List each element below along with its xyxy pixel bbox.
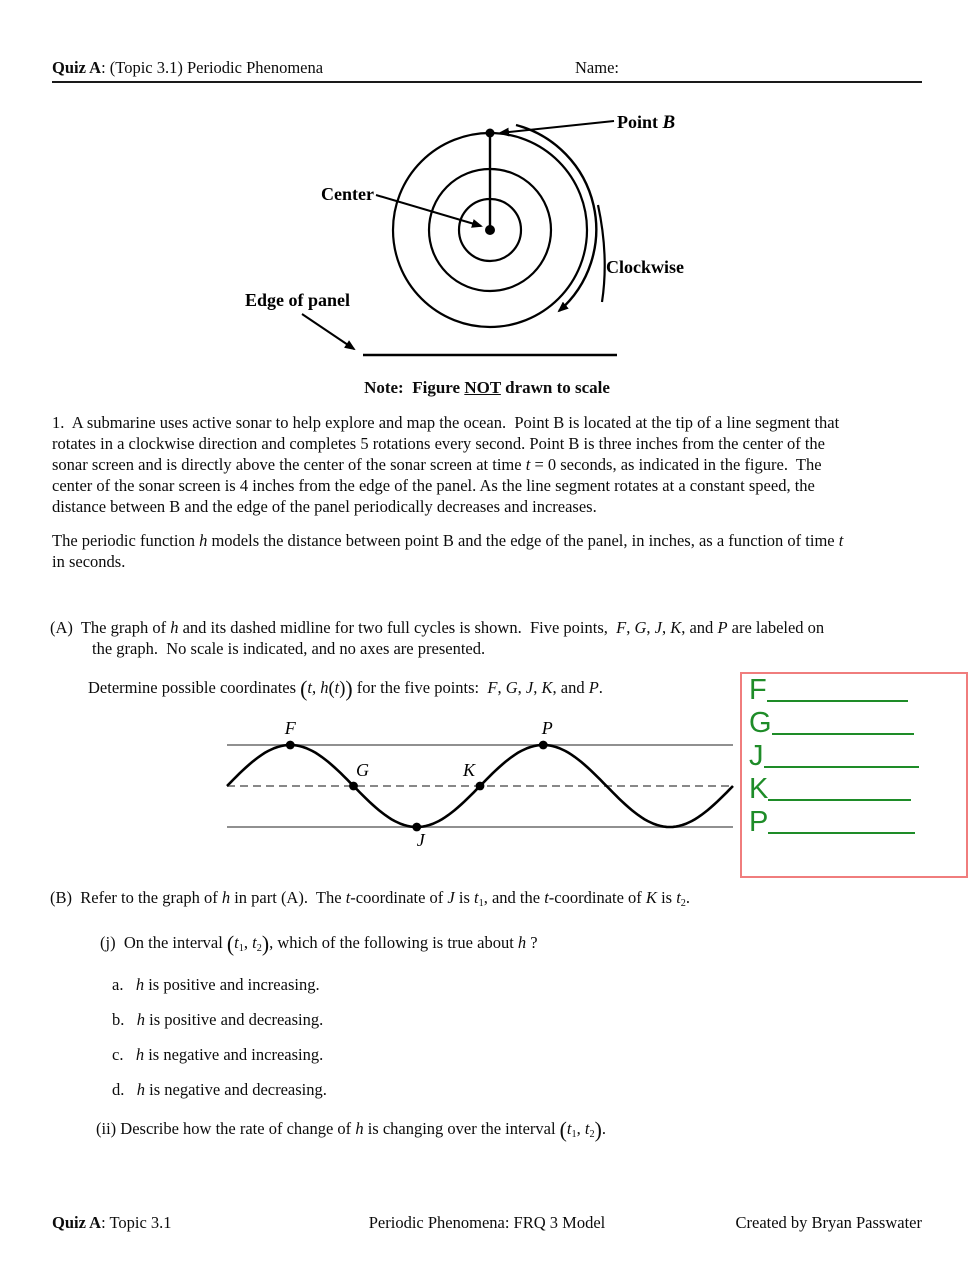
text-line: distance between B and the edge of the panel periodically decreases and increases. bbox=[52, 497, 597, 516]
answer-letter-j: J bbox=[749, 740, 764, 772]
graph-point-label-g: G bbox=[356, 760, 369, 780]
choice-a[interactable]: a. h is positive and increasing. bbox=[112, 975, 320, 994]
determine-instruction: Determine possible coordinates (t, h(t)) for the five points: F, G, J, K, and P. bbox=[88, 677, 603, 702]
figure-note: Note: Figure NOT drawn to scale bbox=[364, 378, 610, 397]
graph-point-label-j: J bbox=[416, 830, 425, 850]
answer-box bbox=[740, 672, 968, 878]
footer-quiz-label: Quiz A bbox=[52, 1213, 102, 1232]
footer-left bbox=[52, 1213, 172, 1233]
part-a-line-1: (A) The graph of h and its dashed midline for two full cycles is shown. Five points, F, G, J, K, and P are labeled on bbox=[50, 618, 825, 637]
graph-point-dot-g bbox=[349, 782, 358, 791]
quiz-topic: : (Topic 3.1) Periodic Phenomena bbox=[101, 58, 324, 77]
text-line: 1. A submarine uses active sonar to help explore and map the ocean. Point B is located at the tip of a line segment that bbox=[52, 413, 840, 432]
answer-row-f bbox=[742, 674, 966, 707]
part-b-intro: (B) Refer to the graph of h in part (A). The t-coordinate of J is t1, and the t-coordinate of K is t2. bbox=[50, 888, 691, 910]
graph-point-label-p: P bbox=[541, 718, 553, 738]
problem-statement bbox=[52, 412, 839, 517]
name-label: Name: bbox=[575, 58, 619, 77]
part-a-line-2: the graph. No scale is indicated, and no axes are presented. bbox=[92, 639, 486, 658]
answer-row-p bbox=[742, 806, 966, 839]
clockwise-arc-2 bbox=[598, 205, 605, 302]
text-line: sonar screen and is directly above the center of the sonar screen at time t = 0 seconds, as indicated in the figure. The bbox=[52, 455, 822, 474]
answer-letter-p: P bbox=[749, 806, 769, 838]
graph-point-label-f: F bbox=[284, 718, 296, 738]
h-graph bbox=[220, 715, 740, 860]
choice-c[interactable]: c. h is negative and increasing. bbox=[112, 1045, 324, 1064]
part-a-text bbox=[50, 617, 824, 659]
text-line: in seconds. bbox=[52, 552, 126, 571]
graph-point-dot-f bbox=[286, 741, 295, 750]
center-dot bbox=[485, 225, 495, 235]
edge-of-panel-arrow bbox=[302, 314, 354, 349]
edge-of-panel-label: Edge of panel bbox=[245, 290, 351, 310]
answer-letter-k: K bbox=[749, 773, 769, 805]
graph-point-label-k: K bbox=[462, 760, 476, 780]
sonar-figure bbox=[240, 100, 740, 370]
graph-point-dot-k bbox=[476, 782, 485, 791]
answer-blank-p[interactable] bbox=[768, 828, 915, 834]
part-b-item-j: (j) On the interval (t1, t2), which of the following is true about h ? bbox=[100, 932, 538, 957]
answer-blank-g[interactable] bbox=[772, 729, 914, 735]
h-definition-paragraph bbox=[52, 530, 843, 572]
footer-right: Created by Bryan Passwater bbox=[735, 1213, 922, 1232]
answer-row-j bbox=[742, 740, 966, 773]
point-b-dot bbox=[486, 129, 495, 138]
text-line: rotates in a clockwise direction and completes 5 rotations every second. Point B is three inches from the center of the bbox=[52, 434, 825, 453]
quiz-label: Quiz A bbox=[52, 58, 102, 77]
choice-d[interactable]: d. h is negative and decreasing. bbox=[112, 1080, 327, 1099]
footer-center: Periodic Phenomena: FRQ 3 Model bbox=[368, 1213, 606, 1232]
choice-b[interactable]: b. h is positive and decreasing. bbox=[112, 1010, 324, 1029]
graph-point-dot-p bbox=[539, 741, 548, 750]
answer-blank-j[interactable] bbox=[764, 762, 919, 768]
text-line: The periodic function h models the distance between point B and the edge of the panel, in inches, as a function of time t bbox=[52, 531, 844, 550]
answer-letter-g: G bbox=[749, 707, 772, 739]
text-line: center of the sonar screen is 4 inches from the edge of the panel. As the line segment rotates at a constant speed, the bbox=[52, 476, 815, 495]
clockwise-label: Clockwise bbox=[606, 257, 684, 277]
part-b-item-ii: (ii) Describe how the rate of change of h is changing over the interval (t1, t2). bbox=[96, 1118, 606, 1143]
graph-labeled-points bbox=[284, 718, 553, 850]
answer-blank-f[interactable] bbox=[767, 696, 908, 702]
point-b-label: Point B bbox=[617, 112, 676, 133]
clockwise-arrow-arc bbox=[516, 125, 596, 311]
point-b-arrow bbox=[500, 121, 614, 133]
answer-row-k bbox=[742, 773, 966, 806]
header-rule bbox=[52, 81, 922, 83]
answer-blank-k[interactable] bbox=[768, 795, 911, 801]
page-header-title bbox=[52, 58, 323, 78]
answer-letter-f: F bbox=[749, 674, 767, 706]
footer-quiz-topic: : Topic 3.1 bbox=[101, 1213, 172, 1232]
answer-row-g bbox=[742, 707, 966, 740]
center-label: Center bbox=[321, 184, 374, 204]
